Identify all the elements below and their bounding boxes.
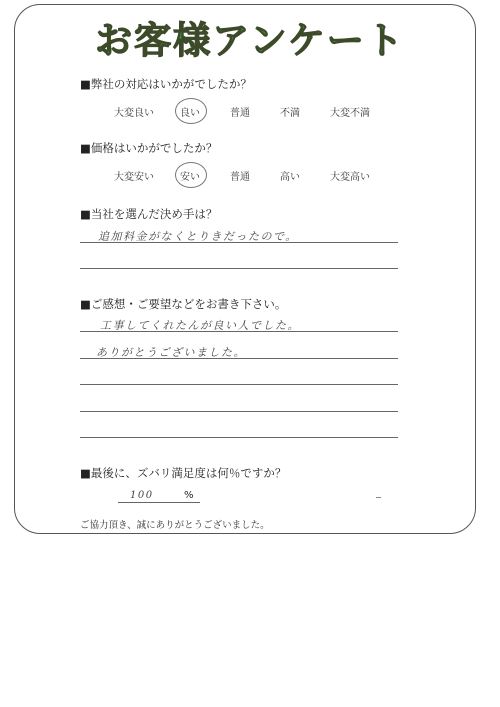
answer-deciding-factor[interactable]: 追加料金がなくとりきだったので。 [98,230,298,243]
answer-line [80,358,398,359]
option-price-cheap[interactable]: 安い [180,168,200,183]
stray-mark [376,497,381,498]
option-service-very-unsatisfied[interactable]: 大変不満 [330,108,370,119]
question-satisfaction: ■最後に、ズバリ満足度は何％ですか？ [80,466,287,480]
option-service-unsatisfied[interactable]: 不満 [280,108,300,119]
question-service: ■弊社の対応はいかがでしたか？ [80,77,252,91]
option-price-normal[interactable]: 普通 [230,172,250,183]
question-comments: ■ご感想・ご要望などをお書き下さい。 [80,297,287,311]
satisfaction-line [118,502,200,503]
answer-line [80,331,398,332]
option-service-good[interactable]: 良い [180,104,200,119]
thank-you-note: ご協力頂き、誠にありがとうございました。 [80,520,270,531]
question-deciding-factor: ■当社を選んだ決め手は？ [80,207,218,221]
answer-line [80,268,398,269]
answer-comments-line-2[interactable]: ありがとうございました。 [96,346,246,359]
answer-line [80,242,398,243]
option-service-very-good[interactable]: 大変良い [114,108,154,119]
satisfaction-unit: % [184,490,194,501]
option-service-normal[interactable]: 普通 [230,108,250,119]
option-price-very-cheap[interactable]: 大変安い [114,172,154,183]
answer-line [80,437,398,438]
survey-title: お客様アンケート [95,19,405,62]
option-price-very-expensive[interactable]: 大変高い [330,172,370,183]
question-price: ■価格はいかがでしたか？ [80,141,218,155]
option-price-expensive[interactable]: 高い [280,172,300,183]
satisfaction-value[interactable]: 100 [130,490,154,501]
answer-line [80,384,398,385]
answer-line [80,411,398,412]
answer-comments-line-1[interactable]: 工事してくれたんが良い人でした。 [100,319,300,332]
